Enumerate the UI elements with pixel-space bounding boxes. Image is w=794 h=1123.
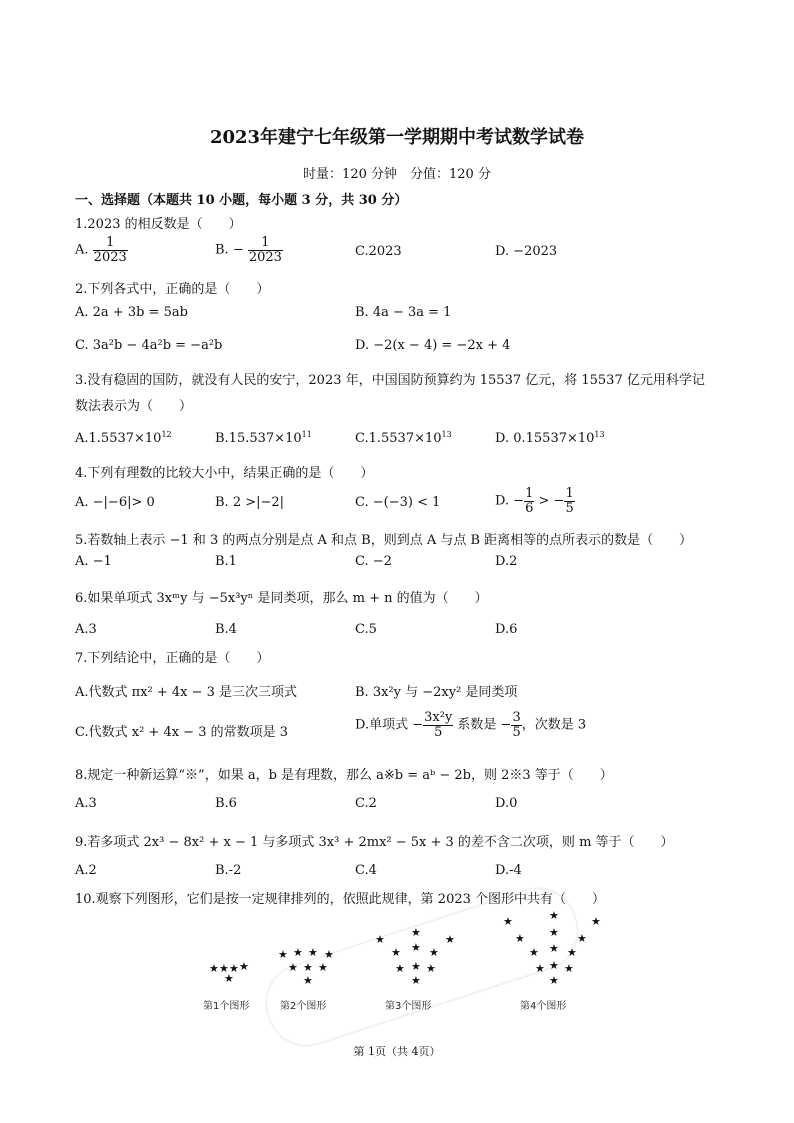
pattern-figures (195, 905, 615, 1025)
exponent: 12 (161, 430, 172, 439)
star-icon: ★ (224, 972, 234, 985)
star-icon: ★ (549, 926, 559, 939)
question-5-option-b: B.1 (215, 554, 237, 569)
denominator: 6 (525, 500, 534, 516)
figure-3-label: 第3个图形 (385, 1001, 432, 1012)
option-base: D. 0.15537×10 (495, 431, 595, 446)
question-4-option-b: B. 2 >|−2| (215, 495, 285, 510)
exam-info: 时量：120 分钟 分值：120 分 (303, 167, 491, 182)
section-heading: 一、选择题（本题共 10 小题，每小题 3 分，共 30 分） (75, 193, 408, 208)
question-8-option-b: B.6 (215, 796, 237, 811)
fraction (524, 487, 534, 515)
question-3-option-a (75, 430, 172, 446)
question-5-option-d: D.2 (495, 554, 518, 569)
star-icon: ★ (411, 941, 421, 954)
exponent: 13 (594, 430, 605, 439)
star-icon: ★ (324, 948, 334, 961)
page-footer: 第 1页（共 4页） (353, 1045, 441, 1058)
star-icon: ★ (288, 961, 298, 974)
option-middle: 系数是 − (453, 717, 512, 733)
star-icon: ★ (303, 974, 313, 987)
numerator: 1 (525, 486, 534, 501)
fraction (511, 711, 521, 739)
fraction (564, 487, 574, 515)
question-2-option-a: A. 2a + 3b = 5ab (75, 305, 188, 320)
question-3-option-b (215, 430, 312, 446)
star-icon: ★ (411, 960, 421, 973)
star-icon: ★ (426, 962, 436, 975)
question-9-option-c: C.4 (355, 863, 377, 878)
question-7-stem: 7.下列结论中，正确的是（ ） (75, 651, 270, 666)
star-icon: ★ (515, 932, 525, 945)
star-icon: ★ (293, 946, 303, 959)
star-icon: ★ (591, 915, 601, 928)
question-3-stem-line1: 3.没有稳固的国防，就没有人民的安宁，2023 年，中国国防预算约为 15537 亿元，将 15537 亿元用科学记 (75, 373, 705, 388)
question-1-stem: 1.2023 的相反数是（ ） (75, 217, 242, 232)
denominator: 5 (434, 724, 443, 740)
star-icon: ★ (564, 962, 574, 975)
question-7-option-c: C.代数式 x² + 4x − 3 的常数项是 3 (75, 725, 289, 740)
question-9-option-d: D.-4 (495, 863, 522, 878)
numerator: 3 (512, 710, 521, 725)
question-1-option-c: C.2023 (355, 244, 402, 259)
question-8-option-a: A.3 (75, 796, 97, 811)
star-icon: ★ (391, 946, 401, 959)
option-suffix: ，次数是 3 (521, 717, 587, 733)
option-base: B.15.537×10 (215, 431, 302, 446)
question-3-option-c (355, 430, 452, 446)
star-icon: ★ (529, 946, 539, 959)
question-1-option-d: D. −2023 (495, 244, 558, 259)
question-3-stem-line2: 数法表示为（ ） (75, 399, 193, 414)
star-icon: ★ (535, 962, 545, 975)
denominator: 2023 (93, 249, 127, 265)
star-icon: ★ (445, 933, 455, 946)
question-9-option-a: A.2 (75, 863, 97, 878)
question-4-option-c: C. −(−3) < 1 (355, 495, 441, 510)
star-icon: ★ (577, 932, 587, 945)
question-6-stem: 6.如果单项式 3xᵐy 与 −5x³yⁿ 是同类项，那么 m + n 的值为（ ） (75, 591, 488, 606)
star-icon: ★ (375, 933, 385, 946)
option-prefix: D.单项式 − (355, 717, 424, 733)
star-icon: ★ (219, 962, 229, 975)
numerator: 1 (248, 236, 283, 251)
star-icon: ★ (411, 974, 421, 987)
star-icon: ★ (395, 962, 405, 975)
question-7-option-b: B. 3x²y 与 −2xy² 是同类项 (355, 685, 518, 700)
question-3-option-d (495, 430, 605, 446)
star-icon: ★ (278, 948, 288, 961)
denominator: 5 (512, 724, 521, 740)
question-4-option-d (495, 487, 575, 515)
star-icon: ★ (209, 962, 219, 975)
question-6-option-a: A.3 (75, 622, 97, 637)
question-9-option-b: B.-2 (215, 863, 242, 878)
option-label: A. (75, 242, 89, 258)
star-icon: ★ (229, 962, 239, 975)
question-1-option-a (75, 236, 128, 264)
question-5-stem: 5.若数轴上表示 −1 和 3 的两点分别是点 A 和点 B，则到点 A 与点 B 距离相等的点所表示的数是（ ） (75, 533, 693, 548)
question-1-option-b (215, 236, 283, 264)
question-2-option-b: B. 4a − 3a = 1 (355, 305, 452, 320)
question-4-option-a: A. −|−6|> 0 (75, 495, 155, 510)
star-icon: ★ (549, 959, 559, 972)
question-6-option-d: D.6 (495, 622, 518, 637)
question-2-option-c: C. 3a²b − 4a²b = −a²b (75, 338, 223, 353)
option-base: A.1.5537×10 (75, 431, 162, 446)
fraction (248, 236, 283, 264)
question-4-stem: 4.下列有理数的比较大小中，结果正确的是（ ） (75, 466, 374, 481)
question-5-option-c: C. −2 (355, 554, 392, 569)
question-8-option-d: D.0 (495, 796, 518, 811)
option-label: B. − (215, 242, 244, 258)
question-9-stem: 9.若多项式 2x³ − 8x² + x − 1 与多项式 3x³ + 2mx² − 5x + 3 的差不含二次项，则 m 等于（ ） (75, 835, 674, 850)
question-8-stem: 8.规定一种新运算“※”，如果 a，b 是有理数，那么 a※b = aᵇ − 2b，则 2※3 等于（ ） (75, 768, 613, 783)
question-8-option-c: C.2 (355, 796, 377, 811)
question-2-option-d: D. −2(x − 4) = −2x + 4 (355, 338, 511, 353)
question-5-option-a: A. −1 (75, 554, 112, 569)
star-icon: ★ (549, 974, 559, 987)
fraction (93, 236, 128, 264)
question-7-option-a: A.代数式 πx² + 4x − 3 是三次三项式 (75, 685, 298, 700)
star-icon: ★ (303, 961, 313, 974)
exponent: 13 (441, 430, 452, 439)
star-icon: ★ (429, 946, 439, 959)
figure-4-label: 第4个图形 (520, 1001, 567, 1012)
numerator: 1 (565, 486, 574, 501)
denominator: 5 (565, 500, 574, 516)
denominator: 2023 (248, 249, 282, 265)
numerator: 1 (93, 236, 128, 251)
question-10-stem: 10.观察下列图形，它们是按一定规律排列的，依照此规律，第 2023 个图形中共有（ ） (75, 892, 606, 907)
question-7-option-d (355, 711, 586, 739)
fraction (423, 711, 453, 739)
question-6-option-c: C.5 (355, 622, 377, 637)
page-title: 2023年建宁七年级第一学期期中考试数学试卷 (209, 127, 585, 148)
question-6-option-b: B.4 (215, 622, 237, 637)
figure-2-label: 第2个图形 (280, 1001, 327, 1012)
star-icon: ★ (549, 942, 559, 955)
figure-1-label: 第1个图形 (203, 1001, 250, 1012)
numerator: 3x²y (424, 710, 453, 725)
star-icon: ★ (567, 946, 577, 959)
star-icon: ★ (549, 909, 559, 922)
star-icon: ★ (308, 946, 318, 959)
star-icon: ★ (318, 961, 328, 974)
option-label: D. − (495, 493, 525, 509)
star-icon: ★ (411, 926, 421, 939)
exponent: 11 (301, 430, 312, 439)
comparison: > − (534, 493, 565, 509)
question-2-stem: 2.下列各式中，正确的是（ ） (75, 282, 270, 297)
star-icon: ★ (503, 915, 513, 928)
option-base: C.1.5537×10 (355, 431, 442, 446)
star-icon: ★ (239, 960, 249, 973)
